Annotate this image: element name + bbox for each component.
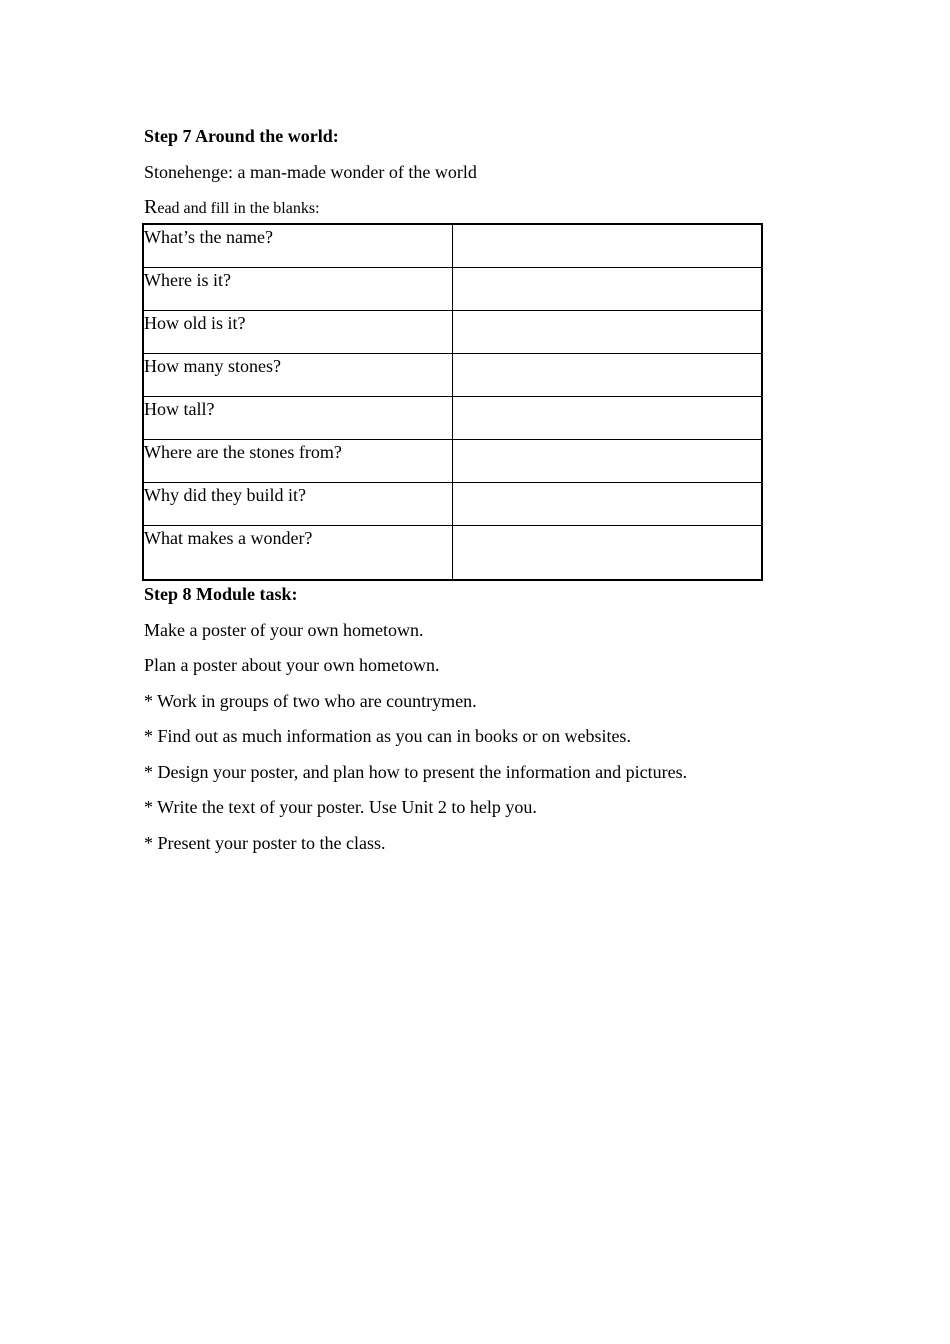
task-bullet: * Present your poster to the class.	[144, 832, 386, 853]
task-bullet: * Write the text of your poster. Use Unit 2 to help you.	[144, 797, 537, 817]
step7-instruction	[144, 195, 784, 221]
step8-heading: Step 8 Module task:	[144, 584, 298, 604]
task-bullet: * Find out as much information as you can in books or on websites.	[144, 726, 631, 746]
question-cell: What makes a wonder?	[143, 526, 453, 581]
step7-subtitle: Stonehenge: a man-made wonder of the world	[144, 161, 477, 182]
answer-cell[interactable]	[453, 397, 763, 440]
instruction-initial: R	[144, 196, 158, 218]
table-row	[143, 311, 762, 354]
document-page	[144, 124, 784, 866]
question-cell: How many stones?	[143, 354, 453, 397]
fill-in-table	[142, 223, 763, 581]
table-row	[143, 397, 762, 440]
question-cell: Where are the stones from?	[143, 440, 453, 483]
task-bullet: * Design your poster, and plan how to present the information and pictures.	[144, 761, 688, 782]
answer-cell[interactable]	[453, 526, 763, 581]
task-line: Plan a poster about your own hometown.	[144, 655, 440, 675]
question-cell: How tall?	[143, 397, 453, 440]
question-cell: How old is it?	[143, 311, 453, 354]
task-bullet: * Work in groups of two who are countrymen.	[144, 690, 477, 711]
table-row	[143, 526, 762, 581]
answer-cell[interactable]	[453, 440, 763, 483]
table-row	[143, 483, 762, 526]
table-row	[143, 354, 762, 397]
answer-cell[interactable]	[453, 224, 763, 268]
instruction-text: ead and fill in the blanks:	[157, 200, 320, 217]
question-cell: What’s the name?	[143, 224, 453, 268]
table-row	[143, 224, 762, 268]
task-line: Make a poster of your own hometown.	[144, 619, 424, 640]
answer-cell[interactable]	[453, 483, 763, 526]
answer-cell[interactable]	[453, 311, 763, 354]
question-cell: Why did they build it?	[143, 483, 453, 526]
question-cell: Where is it?	[143, 268, 453, 311]
table-row	[143, 440, 762, 483]
answer-cell[interactable]	[453, 268, 763, 311]
answer-cell[interactable]	[453, 354, 763, 397]
step7-heading: Step 7 Around the world:	[144, 126, 339, 146]
table-row	[143, 268, 762, 311]
